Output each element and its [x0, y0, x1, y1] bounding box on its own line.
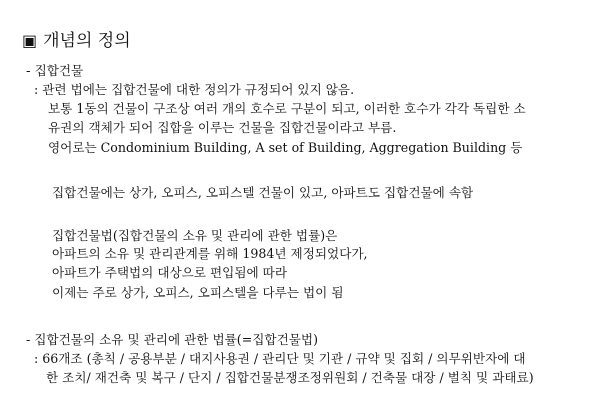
section1-line-5: 집합건물에는 상가, 오피스, 오피스텔 건물이 있고, 아파트도 집합건물에 속함: [52, 185, 474, 200]
section1-line-8: 아파트가 주택법의 대상으로 편입됨에 따라: [52, 265, 287, 280]
square-bullet-icon: ▣: [22, 31, 38, 50]
section1-line-3: 유권의 객체가 되어 집합을 이루는 건물을 집합건물이라고 부름.: [48, 120, 397, 135]
section2-dash: -: [26, 332, 31, 347]
section2-line-2: 한 조치/ 재건축 및 복구 / 단지 / 집합건물분쟁조정위원회 / 건축물 대장 / 벌칙 및 과태료): [46, 370, 534, 385]
section-heading: [22, 30, 131, 52]
section1-line-7: 아파트의 소유 및 관리관계를 위해 1984년 제정되었다가,: [52, 246, 368, 261]
section1-line-1: : 관련 법에는 집합건물에 대한 정의가 규정되어 있지 않음.: [34, 82, 355, 97]
section2-title: 집합건물의 소유 및 관리에 관한 법률(=집합건물법): [34, 332, 318, 347]
section1-dash: -: [26, 63, 31, 78]
section2-title-line: [26, 331, 318, 349]
section1-line-2: 보통 1동의 건물이 구조상 여러 개의 호수로 구분이 되고, 이러한 호수가 각각 독립한 소: [48, 101, 526, 116]
section2-line-1: : 66개조 (총칙 / 공용부분 / 대지사용권 / 관리단 및 기관 / 규약 및 집회 / 의무위반자에 대: [34, 351, 526, 366]
section1-title: 집합건물: [34, 63, 84, 78]
heading-title: 개념의 정의: [43, 31, 131, 51]
section1-line-4: 영어로는 Condominium Building, A set of Building, Aggregation Building 등: [48, 140, 523, 155]
section1-line-9: 이제는 주로 상가, 오피스, 오피스텔을 다루는 법이 됨: [52, 285, 344, 300]
section1-line-6: 집합건물법(집합건물의 소유 및 관리에 관한 법률)은: [52, 228, 338, 243]
section1-title-line: [26, 62, 83, 80]
